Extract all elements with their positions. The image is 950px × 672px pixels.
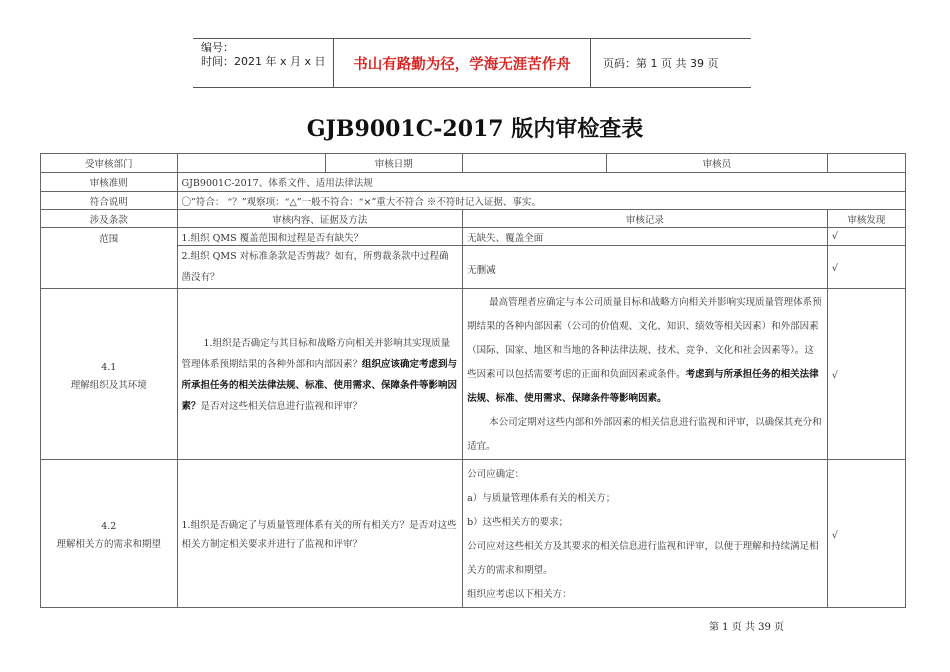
- record-line: 组织应考虑以下相关方：: [467, 588, 572, 600]
- clause-4-2-record: [463, 460, 828, 608]
- legend-value: 〇”符合： “？”观察项：“△”一般不符合：“×”重大不符合 ※不符时记入证据、事实。: [177, 192, 905, 210]
- page-header: [193, 38, 751, 88]
- clause-4-1-question: [177, 289, 463, 460]
- table-row: [41, 228, 906, 246]
- audit-date-label: 审核日期: [325, 154, 463, 173]
- clause-4-1-finding: √: [827, 289, 905, 460]
- clause-number: 4.2: [101, 521, 117, 532]
- table-row: [41, 289, 906, 460]
- number-label: 编号：: [201, 41, 234, 54]
- scope-record-2: 无删减: [463, 246, 828, 289]
- dept-value[interactable]: [177, 154, 325, 173]
- header-record: 审核记录: [463, 210, 828, 228]
- clause-4-2: [41, 460, 178, 608]
- audit-date-value[interactable]: [463, 154, 607, 173]
- auditor-value[interactable]: [827, 154, 905, 173]
- record-line: 公司应对这些相关方及其要求的相关信息进行监视和评审，以便于理解和持续满足相关方的需求和期望。: [467, 540, 819, 576]
- clause-4-1-record: [463, 289, 828, 460]
- table-row: [41, 192, 906, 210]
- header-clause: 涉及条款: [41, 210, 178, 228]
- table-row: [41, 154, 906, 173]
- scope-finding-2: √: [827, 246, 905, 289]
- auditor-label: 审核员: [606, 154, 827, 173]
- record-emphasis: 考虑到与所承担任务的相关法律法规、标准、使用需求、保障条件等影响因素。: [467, 369, 819, 404]
- header-content: 审核内容、证据及方法: [177, 210, 463, 228]
- clause-name: 理解组织及其环境: [70, 379, 147, 391]
- question-part: 是否对这些相关信息进行监视和评审？: [200, 401, 363, 412]
- record-line: b）这些相关方的要求；: [467, 516, 569, 528]
- question-emphasis: 组织应该确定考虑到与所承担任务的相关法律法规、标准、使用需求、保障条件等影响因素？: [181, 359, 458, 412]
- clause-4-1: [41, 289, 178, 460]
- header-page-code: 页码：第 1 页 共 39 页: [603, 57, 719, 70]
- header-meta: [193, 39, 333, 87]
- clause-number: 4.1: [101, 361, 117, 373]
- scope-question-1: 1.组织 QMS 覆盖范围和过程是否有缺失？: [177, 228, 463, 246]
- record-line: a）与质量管理体系有关的相关方；: [467, 492, 616, 504]
- clause-name: 理解相关方的需求和期望: [56, 539, 162, 550]
- criteria-label: 审核准则: [41, 173, 178, 192]
- question-part: 1.组织是否确定与其目标和战略方向相关并影响其实现质量管理体系预期结果的各种外部和内部因素？: [181, 338, 451, 370]
- header-motto: 书山有路勤为径，学海无涯苦作舟: [333, 39, 591, 87]
- scope-record-1: 无缺失、覆盖全面: [463, 228, 828, 246]
- time-label: 时间：2021 年 x 月 x 日: [201, 55, 326, 68]
- clause-4-2-finding: √: [827, 460, 905, 608]
- audit-checklist-table: [40, 153, 906, 608]
- document-title: GJB9001C-2017 版内审检查表: [306, 116, 644, 142]
- table-row: [41, 173, 906, 192]
- page-footer: 第 1 页 共 39 页: [709, 622, 784, 633]
- column-header-row: [41, 210, 906, 228]
- scope-finding-1: √: [827, 228, 905, 246]
- scope-question-2: 2.组织 QMS 对标准条款是否剪裁？如有，所剪裁条款中过程确凿没有？: [177, 246, 463, 289]
- record-line: 公司应确定：: [467, 468, 525, 480]
- legend-label: 符合说明: [41, 192, 178, 210]
- clause-4-2-question: 1.组织是否确定了与质量管理体系有关的所有相关方？是否对这些相关方制定相关要求并进行了监视和评审？: [177, 460, 463, 608]
- dept-label: 受审核部门: [41, 154, 178, 173]
- header-finding: 审核发现: [827, 210, 905, 228]
- record-part: 本公司定期对这些内部和外部因素的相关信息进行监视和评审，以确保其充分和适宜。: [467, 417, 822, 452]
- scope-clause: 范围: [41, 228, 178, 289]
- table-row: [41, 460, 906, 608]
- record-part: 最高管理者应确定与本公司质量目标和战略方向相关并影响实现质量管理体系预期结果的各种内部因素（公司的价值观、文化、知识、绩效等相关因素）和外部因素（国际、国家、地区和当地的各种法律法规、技术、竞争、文化和社会因素等）。这些因素可以包括需要考虑的正面和负面因素或条件。: [467, 297, 822, 380]
- criteria-value: GJB9001C-2017、体系文件、适用法律法规: [177, 173, 905, 192]
